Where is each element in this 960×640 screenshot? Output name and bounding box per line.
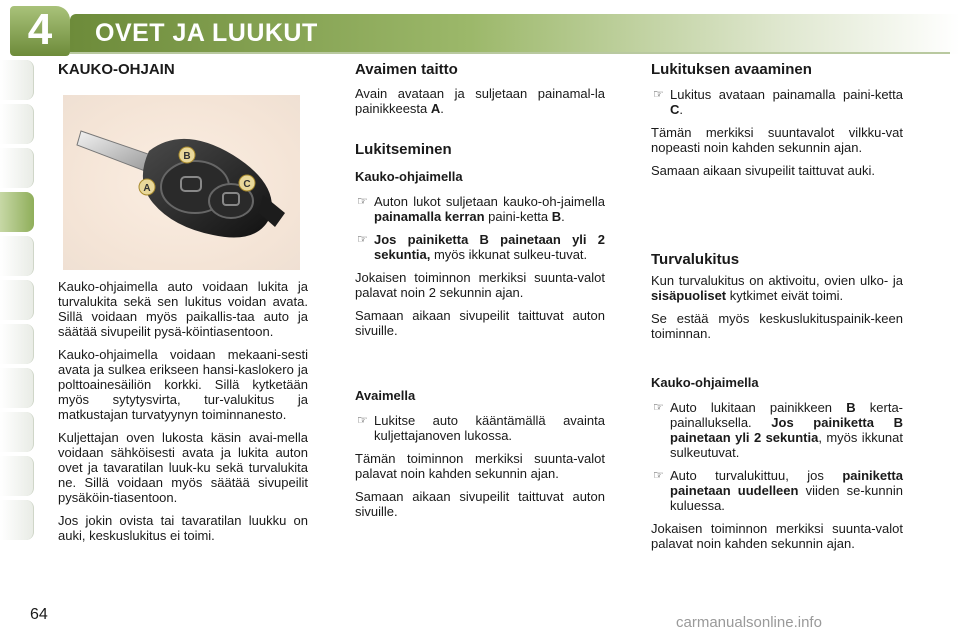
- label-b: B: [183, 151, 191, 162]
- paragraph: Samaan aikaan sivupeilit taittuvat auki.: [651, 163, 876, 178]
- chapter-number: 4: [27, 5, 53, 54]
- chapter-tabs: [0, 60, 34, 544]
- subheading-avaimella: Avaimella: [355, 388, 416, 403]
- paragraph: Kauko-ohjaimella auto voidaan lukita ja turvalukita sekä sen lukitus voidan avata. Sillä voidaan myös paikallis-taa auto ja säätää sivupeilit pysä-köintiasentoon.: [58, 279, 308, 339]
- paragraph: Se estää myös keskuslukituspainik-keen toiminnan.: [651, 311, 903, 341]
- chapter-tab-3: [0, 148, 34, 188]
- chapter-tab-10: [0, 456, 34, 496]
- pointing-hand-icon: ☞: [653, 87, 664, 101]
- label-c: C: [243, 179, 251, 190]
- chapter-tab-6: [0, 280, 34, 320]
- pointing-hand-icon: ☞: [357, 413, 368, 427]
- paragraph: Kuljettajan oven lukosta käsin avai-mella voidaan sähköisesti avata ja lukita auton ovet ja tavaratilan luuk-ku sekä turvalukita ne. Sillä voidaan myös säätää sivupeilit pysäköin-tiasentoon.: [58, 430, 308, 505]
- chapter-tab-4-active: [0, 192, 34, 232]
- section-heading-avaimen-taitto: Avaimen taitto: [355, 61, 458, 78]
- page-number: 64: [30, 606, 48, 623]
- paragraph: Tämän merkiksi suuntavalot vilkku-vat nopeasti noin kahden sekunnin ajan.: [651, 125, 903, 155]
- bullet-item: ☞ Auto turvalukittuu, jos painiketta painetaan uudelleen viiden se-kunnin kuluessa.: [653, 468, 903, 513]
- paragraph: Jokaisen toiminnon merkiksi suunta-valot palavat noin 2 sekunnin ajan.: [355, 270, 605, 300]
- paragraph: Samaan aikaan sivupeilit taittuvat auton sivuille.: [355, 489, 605, 519]
- section-heading-lukitseminen: Lukitseminen: [355, 141, 452, 158]
- paragraph: Tämän toiminnon merkiksi suunta-valot palavat noin kahden sekunnin ajan.: [355, 451, 605, 481]
- chapter-title: OVET JA LUUKUT: [95, 19, 318, 47]
- bullet-item: ☞ Auto lukitaan painikkeen B kerta-painalluksella. Jos painiketta B painetaan yli 2 sekuntia, myös ikkunat sulkeutuvat.: [653, 400, 904, 460]
- label-a: A: [143, 183, 151, 194]
- paragraph: Kauko-ohjaimella voidaan mekaani-sesti avata ja sulkea erikseen hansi-kaslokero ja polttoainesäiliön korkki. Sillä kytketään myös sytytysvirta, tur-valukitus ja matkustajan turvatyynyn toiminnanesto.: [58, 347, 308, 422]
- chapter-tab-7: [0, 324, 34, 364]
- bullet-item: ☞ Jos painiketta B painetaan yli 2 sekuntia, myös ikkunat sulkeu-tuvat.: [357, 232, 605, 262]
- chapter-tab-5: [0, 236, 34, 276]
- pointing-hand-icon: ☞: [357, 232, 368, 246]
- pointing-hand-icon: ☞: [357, 194, 368, 208]
- chapter-tab-8: [0, 368, 34, 408]
- paragraph: Jos jokin ovista tai tavaratilan luukku on auki, keskuslukitus ei toimi.: [58, 513, 308, 543]
- section-heading-turvalukitus: Turvalukitus: [651, 251, 740, 268]
- paragraph: Kun turvalukitus on aktivoitu, ovien ulko- ja sisäpuoliset kytkimet eivät toimi.: [651, 273, 903, 303]
- chapter-tab-2: [0, 104, 34, 144]
- column-locking: [355, 62, 605, 527]
- chapter-tab-1: [0, 60, 34, 100]
- subheading-kauko-ohjaimella: Kauko-ohjaimella: [355, 169, 463, 184]
- chapter-tab-9: [0, 412, 34, 452]
- bullet-item: ☞ Lukitus avataan painamalla paini-ketta C.: [653, 87, 903, 117]
- paragraph: Samaan aikaan sivupeilit taittuvat auton sivuille.: [355, 308, 605, 338]
- paragraph: Jokaisen toiminnon merkiksi suunta-valot palavat noin kahden sekunnin ajan.: [651, 521, 903, 551]
- watermark: carmanualsonline.info: [676, 614, 822, 631]
- column-unlocking: [651, 62, 903, 559]
- bullet-item: ☞ Auton lukot suljetaan kauko-oh-jaimella painamalla kerran paini-ketta B.: [357, 194, 605, 224]
- pointing-hand-icon: ☞: [653, 468, 664, 482]
- chapter-tab-11: [0, 500, 34, 540]
- column-remote-control: [58, 62, 308, 551]
- subheading-kauko-ohjaimella: Kauko-ohjaimella: [651, 375, 759, 390]
- header-divider: [70, 52, 950, 54]
- section-heading-kauko-ohjain: KAUKO-OHJAIN: [58, 61, 175, 78]
- bullet-item: ☞ Lukitse auto kääntämällä avainta kuljettajanoven lukossa.: [357, 413, 605, 443]
- section-heading-lukituksen-avaaminen: Lukituksen avaaminen: [651, 61, 812, 78]
- pointing-hand-icon: ☞: [653, 400, 664, 414]
- paragraph: Avain avataan ja suljetaan painamal-la painikkeesta A.: [355, 86, 605, 116]
